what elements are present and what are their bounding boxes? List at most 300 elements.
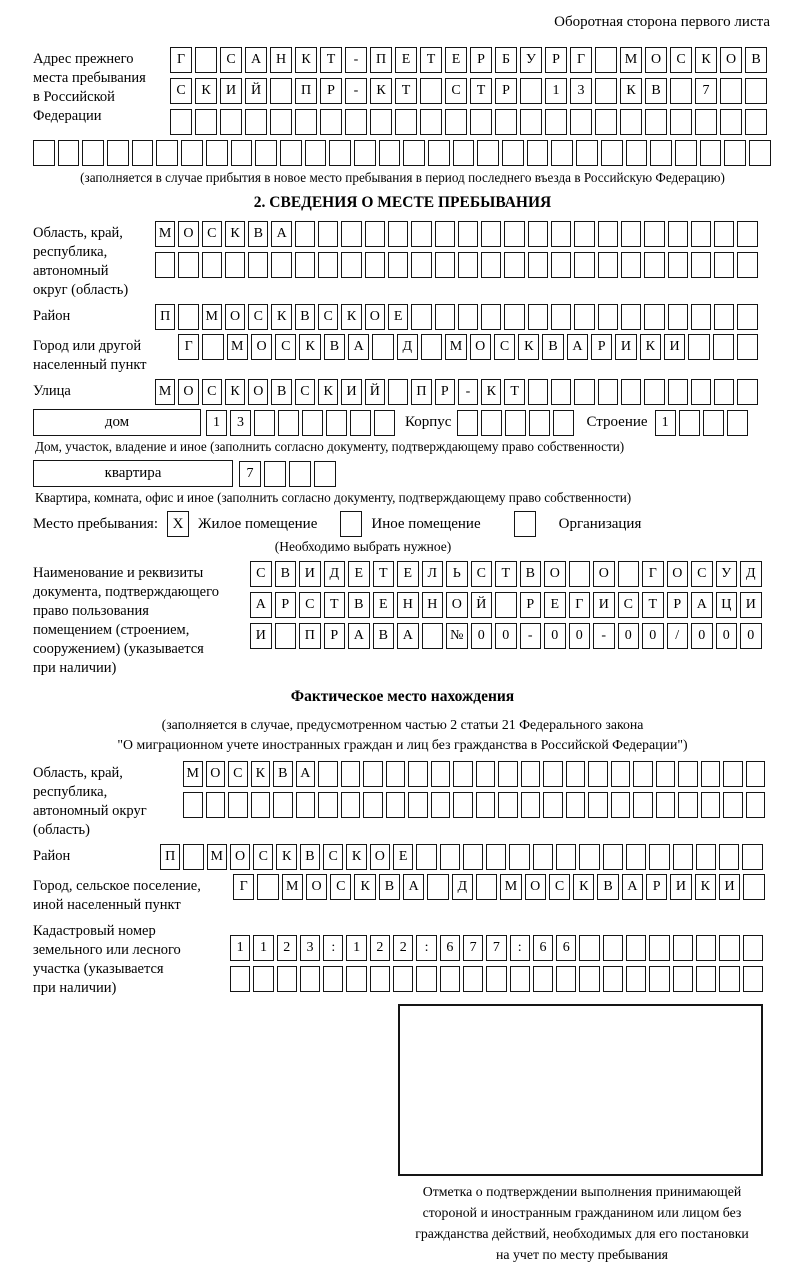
char-cell[interactable] bbox=[264, 461, 286, 487]
char-cell[interactable]: Т bbox=[320, 47, 342, 73]
char-cell[interactable] bbox=[453, 140, 475, 166]
char-cell[interactable]: С bbox=[299, 592, 321, 618]
char-cell[interactable] bbox=[318, 792, 338, 818]
char-cell[interactable]: С bbox=[253, 844, 273, 870]
char-cell[interactable] bbox=[178, 304, 198, 330]
char-cell[interactable]: Р bbox=[667, 592, 689, 618]
char-cell[interactable] bbox=[350, 410, 371, 436]
char-cell[interactable]: К bbox=[640, 334, 661, 360]
char-cell[interactable]: Т bbox=[495, 561, 517, 587]
char-cell[interactable] bbox=[202, 334, 223, 360]
char-cell[interactable] bbox=[520, 109, 542, 135]
char-cell[interactable] bbox=[696, 844, 716, 870]
char-cell[interactable] bbox=[579, 966, 599, 992]
char-cell[interactable] bbox=[295, 221, 315, 247]
char-cell[interactable]: А bbox=[348, 623, 370, 649]
char-cell[interactable]: И bbox=[341, 379, 361, 405]
char-cell[interactable] bbox=[370, 109, 392, 135]
char-cell[interactable]: В bbox=[597, 874, 618, 900]
char-cell[interactable]: А bbox=[397, 623, 419, 649]
char-cell[interactable]: М bbox=[202, 304, 222, 330]
char-cell[interactable] bbox=[183, 792, 203, 818]
char-cell[interactable] bbox=[463, 844, 483, 870]
char-cell[interactable]: 0 bbox=[618, 623, 640, 649]
char-cell[interactable]: Т bbox=[642, 592, 664, 618]
char-cell[interactable] bbox=[427, 874, 448, 900]
char-cell[interactable] bbox=[650, 140, 672, 166]
char-cell[interactable]: К bbox=[318, 379, 338, 405]
char-cell[interactable] bbox=[481, 304, 501, 330]
checkbox-other-premises[interactable] bbox=[340, 511, 362, 537]
char-cell[interactable]: 0 bbox=[642, 623, 664, 649]
char-cell[interactable]: 6 bbox=[556, 935, 576, 961]
char-cell[interactable] bbox=[533, 966, 553, 992]
char-cell[interactable] bbox=[621, 252, 641, 278]
char-cell[interactable]: Й bbox=[471, 592, 493, 618]
char-cell[interactable]: Т bbox=[395, 78, 417, 104]
char-cell[interactable]: 2 bbox=[277, 935, 297, 961]
char-cell[interactable]: О bbox=[306, 874, 327, 900]
char-cell[interactable]: 1 bbox=[655, 410, 676, 436]
char-cell[interactable]: Р bbox=[646, 874, 667, 900]
char-cell[interactable] bbox=[341, 761, 361, 787]
char-cell[interactable] bbox=[195, 109, 217, 135]
char-cell[interactable] bbox=[354, 140, 376, 166]
char-cell[interactable]: 0 bbox=[495, 623, 517, 649]
char-cell[interactable]: Д bbox=[452, 874, 473, 900]
char-cell[interactable]: П bbox=[160, 844, 180, 870]
char-cell[interactable] bbox=[220, 109, 242, 135]
char-cell[interactable]: С bbox=[295, 379, 315, 405]
char-cell[interactable]: С bbox=[471, 561, 493, 587]
char-cell[interactable]: Е bbox=[395, 47, 417, 73]
char-cell[interactable] bbox=[603, 966, 623, 992]
char-cell[interactable] bbox=[320, 109, 342, 135]
char-cell[interactable] bbox=[495, 109, 517, 135]
char-cell[interactable] bbox=[696, 935, 716, 961]
char-cell[interactable]: С bbox=[318, 304, 338, 330]
char-cell[interactable] bbox=[727, 410, 748, 436]
char-cell[interactable] bbox=[521, 761, 541, 787]
char-cell[interactable]: С bbox=[323, 844, 343, 870]
char-cell[interactable]: К bbox=[251, 761, 271, 787]
checkbox-organization[interactable] bbox=[514, 511, 536, 537]
char-cell[interactable] bbox=[626, 966, 646, 992]
char-cell[interactable]: Е bbox=[388, 304, 408, 330]
char-cell[interactable]: 3 bbox=[570, 78, 592, 104]
char-cell[interactable]: К bbox=[573, 874, 594, 900]
char-cell[interactable]: Г bbox=[642, 561, 664, 587]
char-cell[interactable]: Е bbox=[397, 561, 419, 587]
char-cell[interactable] bbox=[723, 761, 743, 787]
char-cell[interactable]: Т bbox=[470, 78, 492, 104]
char-cell[interactable]: П bbox=[295, 78, 317, 104]
char-cell[interactable]: О bbox=[370, 844, 390, 870]
char-cell[interactable]: А bbox=[567, 334, 588, 360]
char-cell[interactable] bbox=[656, 761, 676, 787]
char-cell[interactable] bbox=[82, 140, 104, 166]
char-cell[interactable]: К bbox=[299, 334, 320, 360]
char-cell[interactable] bbox=[314, 461, 336, 487]
char-cell[interactable] bbox=[520, 78, 542, 104]
char-cell[interactable] bbox=[435, 252, 455, 278]
char-cell[interactable] bbox=[318, 221, 338, 247]
char-cell[interactable]: 1 bbox=[346, 935, 366, 961]
char-cell[interactable] bbox=[743, 935, 763, 961]
char-cell[interactable]: С bbox=[494, 334, 515, 360]
char-cell[interactable] bbox=[656, 792, 676, 818]
char-cell[interactable] bbox=[528, 379, 548, 405]
char-cell[interactable]: В bbox=[379, 874, 400, 900]
char-cell[interactable] bbox=[422, 623, 444, 649]
char-cell[interactable] bbox=[551, 140, 573, 166]
char-cell[interactable] bbox=[323, 966, 343, 992]
char-cell[interactable] bbox=[668, 379, 688, 405]
char-cell[interactable] bbox=[645, 109, 667, 135]
char-cell[interactable] bbox=[155, 252, 175, 278]
char-cell[interactable] bbox=[746, 792, 766, 818]
char-cell[interactable]: М bbox=[282, 874, 303, 900]
char-cell[interactable]: М bbox=[227, 334, 248, 360]
char-cell[interactable] bbox=[318, 252, 338, 278]
char-cell[interactable] bbox=[458, 252, 478, 278]
char-cell[interactable] bbox=[363, 792, 383, 818]
char-cell[interactable] bbox=[551, 221, 571, 247]
char-cell[interactable] bbox=[719, 966, 739, 992]
char-cell[interactable]: М bbox=[155, 221, 175, 247]
char-cell[interactable] bbox=[695, 109, 717, 135]
char-cell[interactable]: 0 bbox=[691, 623, 713, 649]
char-cell[interactable] bbox=[701, 761, 721, 787]
char-cell[interactable] bbox=[595, 47, 617, 73]
char-cell[interactable] bbox=[719, 935, 739, 961]
char-cell[interactable] bbox=[345, 109, 367, 135]
char-cell[interactable]: К bbox=[295, 47, 317, 73]
char-cell[interactable]: О bbox=[230, 844, 250, 870]
char-cell[interactable]: В bbox=[520, 561, 542, 587]
char-cell[interactable] bbox=[388, 379, 408, 405]
char-cell[interactable] bbox=[374, 410, 395, 436]
char-cell[interactable] bbox=[668, 252, 688, 278]
char-cell[interactable] bbox=[370, 966, 390, 992]
char-cell[interactable]: Г bbox=[170, 47, 192, 73]
char-cell[interactable]: Й bbox=[245, 78, 267, 104]
char-cell[interactable] bbox=[668, 221, 688, 247]
char-cell[interactable]: К bbox=[346, 844, 366, 870]
char-cell[interactable] bbox=[737, 221, 757, 247]
char-cell[interactable]: И bbox=[250, 623, 272, 649]
char-cell[interactable] bbox=[257, 874, 278, 900]
char-cell[interactable]: 0 bbox=[471, 623, 493, 649]
char-cell[interactable]: Р bbox=[520, 592, 542, 618]
char-cell[interactable] bbox=[724, 140, 746, 166]
char-cell[interactable] bbox=[476, 792, 496, 818]
char-cell[interactable]: 0 bbox=[716, 623, 738, 649]
char-cell[interactable] bbox=[595, 78, 617, 104]
char-cell[interactable]: К bbox=[225, 221, 245, 247]
char-cell[interactable]: К bbox=[481, 379, 501, 405]
char-cell[interactable] bbox=[644, 379, 664, 405]
char-cell[interactable] bbox=[289, 461, 311, 487]
char-cell[interactable] bbox=[670, 78, 692, 104]
char-cell[interactable] bbox=[588, 761, 608, 787]
char-cell[interactable] bbox=[440, 966, 460, 992]
char-cell[interactable]: О bbox=[525, 874, 546, 900]
char-cell[interactable] bbox=[691, 252, 711, 278]
char-cell[interactable] bbox=[504, 304, 524, 330]
char-cell[interactable] bbox=[245, 109, 267, 135]
char-cell[interactable]: 0 bbox=[544, 623, 566, 649]
char-cell[interactable]: 6 bbox=[533, 935, 553, 961]
char-cell[interactable] bbox=[553, 410, 574, 436]
char-cell[interactable] bbox=[673, 844, 693, 870]
char-cell[interactable] bbox=[346, 966, 366, 992]
char-cell[interactable] bbox=[379, 140, 401, 166]
char-cell[interactable]: Р bbox=[320, 78, 342, 104]
char-cell[interactable] bbox=[411, 252, 431, 278]
char-cell[interactable] bbox=[679, 410, 700, 436]
char-cell[interactable] bbox=[742, 844, 762, 870]
char-cell[interactable] bbox=[440, 844, 460, 870]
char-cell[interactable] bbox=[326, 410, 347, 436]
char-cell[interactable] bbox=[411, 304, 431, 330]
char-cell[interactable] bbox=[481, 410, 502, 436]
char-cell[interactable] bbox=[595, 109, 617, 135]
char-cell[interactable]: А bbox=[691, 592, 713, 618]
char-cell[interactable]: У bbox=[716, 561, 738, 587]
char-cell[interactable] bbox=[545, 109, 567, 135]
char-cell[interactable]: К bbox=[276, 844, 296, 870]
char-cell[interactable] bbox=[691, 379, 711, 405]
char-cell[interactable] bbox=[588, 792, 608, 818]
char-cell[interactable]: А bbox=[245, 47, 267, 73]
char-cell[interactable] bbox=[626, 844, 646, 870]
char-cell[interactable] bbox=[528, 304, 548, 330]
char-cell[interactable] bbox=[248, 252, 268, 278]
char-cell[interactable]: А bbox=[296, 761, 316, 787]
char-cell[interactable] bbox=[611, 761, 631, 787]
char-cell[interactable]: 7 bbox=[486, 935, 506, 961]
char-cell[interactable] bbox=[745, 109, 767, 135]
char-cell[interactable] bbox=[626, 935, 646, 961]
char-cell[interactable] bbox=[318, 761, 338, 787]
char-cell[interactable] bbox=[481, 221, 501, 247]
checkbox-residential[interactable]: X bbox=[167, 511, 189, 537]
char-cell[interactable] bbox=[678, 761, 698, 787]
char-cell[interactable]: Ц bbox=[716, 592, 738, 618]
char-cell[interactable] bbox=[720, 78, 742, 104]
char-cell[interactable] bbox=[737, 379, 757, 405]
char-cell[interactable] bbox=[341, 252, 361, 278]
char-cell[interactable] bbox=[551, 379, 571, 405]
char-cell[interactable]: В bbox=[275, 561, 297, 587]
char-cell[interactable] bbox=[603, 935, 623, 961]
char-cell[interactable]: Н bbox=[397, 592, 419, 618]
char-cell[interactable] bbox=[598, 221, 618, 247]
char-cell[interactable] bbox=[202, 252, 222, 278]
char-cell[interactable] bbox=[435, 221, 455, 247]
char-cell[interactable] bbox=[701, 792, 721, 818]
char-cell[interactable]: М bbox=[207, 844, 227, 870]
char-cell[interactable] bbox=[195, 47, 217, 73]
char-cell[interactable] bbox=[504, 221, 524, 247]
char-cell[interactable]: 2 bbox=[370, 935, 390, 961]
char-cell[interactable] bbox=[621, 379, 641, 405]
char-cell[interactable] bbox=[649, 935, 669, 961]
char-cell[interactable] bbox=[228, 792, 248, 818]
char-cell[interactable] bbox=[365, 252, 385, 278]
char-cell[interactable] bbox=[255, 140, 277, 166]
char-cell[interactable] bbox=[107, 140, 129, 166]
char-cell[interactable] bbox=[408, 792, 428, 818]
char-cell[interactable] bbox=[386, 792, 406, 818]
char-cell[interactable] bbox=[598, 379, 618, 405]
char-cell[interactable]: С bbox=[618, 592, 640, 618]
char-cell[interactable] bbox=[277, 966, 297, 992]
char-cell[interactable]: Р bbox=[495, 78, 517, 104]
char-cell[interactable] bbox=[603, 844, 623, 870]
char-cell[interactable] bbox=[275, 623, 297, 649]
char-cell[interactable] bbox=[435, 304, 455, 330]
char-cell[interactable]: Р bbox=[545, 47, 567, 73]
char-cell[interactable]: О bbox=[251, 334, 272, 360]
char-cell[interactable]: 1 bbox=[206, 410, 227, 436]
char-cell[interactable] bbox=[749, 140, 771, 166]
char-cell[interactable]: К bbox=[225, 379, 245, 405]
char-cell[interactable] bbox=[463, 966, 483, 992]
char-cell[interactable]: О bbox=[365, 304, 385, 330]
char-cell[interactable] bbox=[737, 252, 757, 278]
char-cell[interactable]: А bbox=[403, 874, 424, 900]
char-cell[interactable]: О bbox=[225, 304, 245, 330]
char-cell[interactable]: 1 bbox=[545, 78, 567, 104]
char-cell[interactable] bbox=[445, 109, 467, 135]
char-cell[interactable] bbox=[598, 304, 618, 330]
char-cell[interactable]: Д bbox=[397, 334, 418, 360]
char-cell[interactable]: 0 bbox=[740, 623, 762, 649]
char-cell[interactable] bbox=[270, 78, 292, 104]
char-cell[interactable] bbox=[486, 966, 506, 992]
char-cell[interactable] bbox=[386, 761, 406, 787]
char-cell[interactable] bbox=[691, 304, 711, 330]
char-cell[interactable]: И bbox=[299, 561, 321, 587]
char-cell[interactable]: О bbox=[720, 47, 742, 73]
char-cell[interactable]: С bbox=[228, 761, 248, 787]
char-cell[interactable] bbox=[556, 966, 576, 992]
char-cell[interactable]: Е bbox=[544, 592, 566, 618]
char-cell[interactable] bbox=[230, 966, 250, 992]
char-cell[interactable]: К bbox=[620, 78, 642, 104]
char-cell[interactable] bbox=[416, 844, 436, 870]
char-cell[interactable] bbox=[626, 140, 648, 166]
char-cell[interactable] bbox=[302, 410, 323, 436]
char-cell[interactable] bbox=[714, 379, 734, 405]
char-cell[interactable]: В bbox=[271, 379, 291, 405]
char-cell[interactable]: О bbox=[446, 592, 468, 618]
char-cell[interactable] bbox=[673, 966, 693, 992]
char-cell[interactable] bbox=[132, 140, 154, 166]
char-cell[interactable]: К bbox=[195, 78, 217, 104]
char-cell[interactable] bbox=[296, 792, 316, 818]
char-cell[interactable] bbox=[225, 252, 245, 278]
char-cell[interactable] bbox=[528, 252, 548, 278]
char-cell[interactable]: О bbox=[470, 334, 491, 360]
char-cell[interactable]: С bbox=[670, 47, 692, 73]
char-cell[interactable]: Д bbox=[740, 561, 762, 587]
char-cell[interactable]: 0 bbox=[569, 623, 591, 649]
char-cell[interactable]: В bbox=[348, 592, 370, 618]
char-cell[interactable]: Р bbox=[591, 334, 612, 360]
char-cell[interactable]: П bbox=[299, 623, 321, 649]
char-cell[interactable] bbox=[510, 966, 530, 992]
char-cell[interactable]: 1 bbox=[230, 935, 250, 961]
char-cell[interactable] bbox=[743, 966, 763, 992]
char-cell[interactable]: С bbox=[691, 561, 713, 587]
char-cell[interactable] bbox=[551, 252, 571, 278]
char-cell[interactable] bbox=[720, 109, 742, 135]
char-cell[interactable] bbox=[504, 252, 524, 278]
char-cell[interactable] bbox=[719, 844, 739, 870]
char-cell[interactable]: И bbox=[740, 592, 762, 618]
char-cell[interactable]: М bbox=[500, 874, 521, 900]
char-cell[interactable]: Е bbox=[373, 592, 395, 618]
char-cell[interactable] bbox=[431, 761, 451, 787]
char-cell[interactable]: 7 bbox=[695, 78, 717, 104]
char-cell[interactable]: 3 bbox=[230, 410, 251, 436]
char-cell[interactable] bbox=[678, 792, 698, 818]
char-cell[interactable]: - bbox=[345, 47, 367, 73]
char-cell[interactable] bbox=[231, 140, 253, 166]
char-cell[interactable] bbox=[421, 334, 442, 360]
char-cell[interactable] bbox=[495, 592, 517, 618]
char-cell[interactable] bbox=[58, 140, 80, 166]
char-cell[interactable] bbox=[576, 140, 598, 166]
char-cell[interactable]: В bbox=[248, 221, 268, 247]
char-cell[interactable]: А bbox=[271, 221, 291, 247]
char-cell[interactable]: 7 bbox=[463, 935, 483, 961]
char-cell[interactable]: Л bbox=[422, 561, 444, 587]
char-cell[interactable]: В bbox=[324, 334, 345, 360]
char-cell[interactable]: Т bbox=[373, 561, 395, 587]
char-cell[interactable] bbox=[476, 761, 496, 787]
char-cell[interactable]: Р bbox=[324, 623, 346, 649]
char-cell[interactable] bbox=[566, 761, 586, 787]
char-cell[interactable]: / bbox=[667, 623, 689, 649]
char-cell[interactable]: Е bbox=[348, 561, 370, 587]
char-cell[interactable] bbox=[428, 140, 450, 166]
char-cell[interactable]: - bbox=[520, 623, 542, 649]
char-cell[interactable] bbox=[574, 304, 594, 330]
char-cell[interactable]: О bbox=[178, 221, 198, 247]
char-cell[interactable] bbox=[713, 334, 734, 360]
char-cell[interactable]: Т bbox=[324, 592, 346, 618]
char-cell[interactable] bbox=[673, 935, 693, 961]
char-cell[interactable] bbox=[481, 252, 501, 278]
char-cell[interactable]: О bbox=[593, 561, 615, 587]
char-cell[interactable]: П bbox=[411, 379, 431, 405]
char-cell[interactable] bbox=[431, 792, 451, 818]
char-cell[interactable] bbox=[476, 874, 497, 900]
char-cell[interactable] bbox=[723, 792, 743, 818]
char-cell[interactable] bbox=[253, 966, 273, 992]
char-cell[interactable] bbox=[278, 410, 299, 436]
char-cell[interactable] bbox=[521, 792, 541, 818]
char-cell[interactable]: К bbox=[695, 874, 716, 900]
char-cell[interactable]: Г bbox=[570, 47, 592, 73]
char-cell[interactable] bbox=[601, 140, 623, 166]
char-cell[interactable] bbox=[574, 221, 594, 247]
char-cell[interactable]: - bbox=[458, 379, 478, 405]
